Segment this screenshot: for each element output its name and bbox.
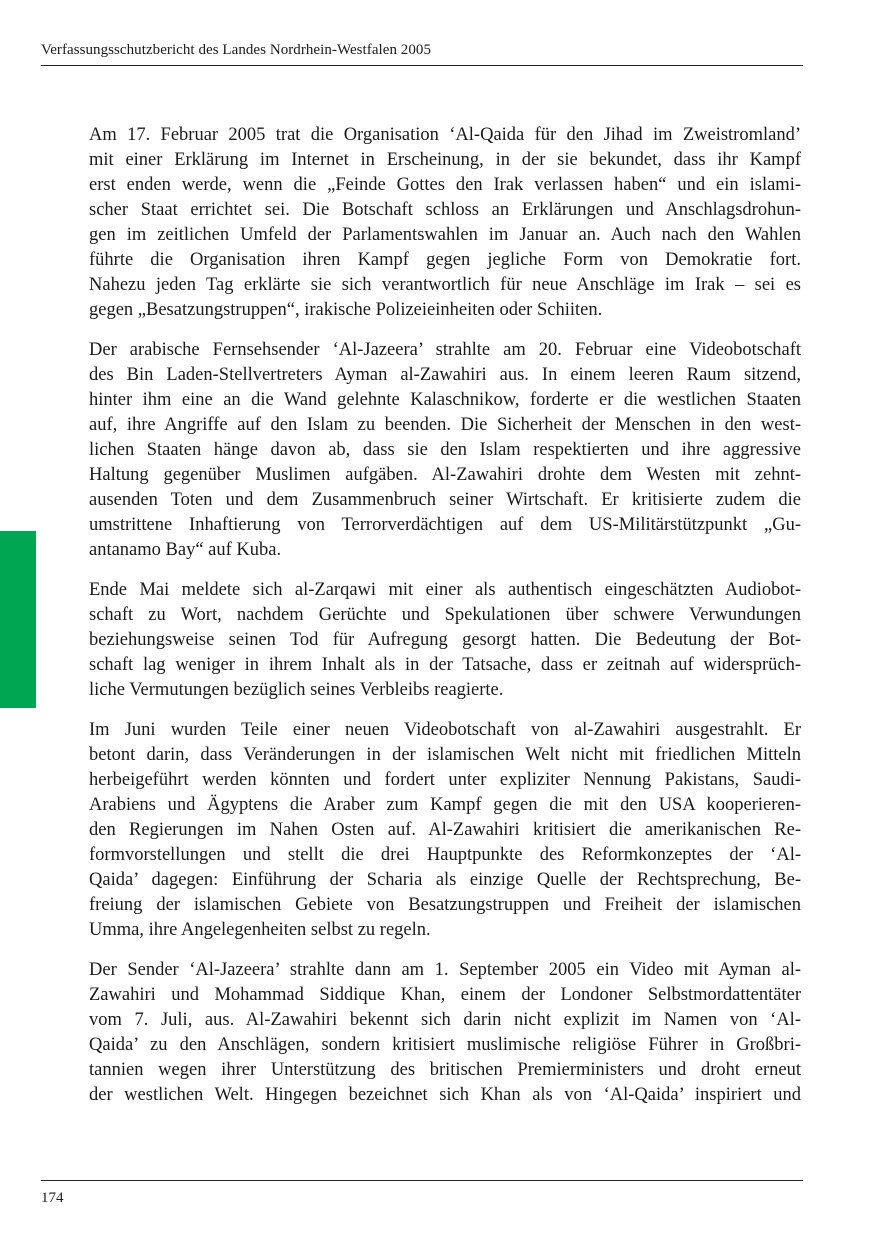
page-footer (41, 1180, 803, 1206)
text-line: erst enden werde, wenn die „Feinde Gottes den Irak verlassen haben“ und ein islami- (89, 175, 801, 195)
text-line: Zawahiri und Mohammad Siddique Khan, einem der Londoner Selbstmordattentäter (89, 985, 801, 1005)
text-line: formvorstellungen und stellt die drei Hauptpunkte des Reformkonzeptes der ‘Al- (89, 845, 801, 865)
text-line: führte die Organisation ihren Kampf gegen jegliche Form von Demokratie fort. (89, 250, 801, 270)
text-line: scher Staat errichtet sei. Die Botschaft schloss an Erklärungen und Anschlagsdrohun- (89, 200, 801, 220)
text-line: Umma, ihre Angelegenheiten selbst zu regeln. (89, 920, 431, 940)
text-line: beziehungsweise seinen Tod für Aufregung gesorgt hatten. Die Bedeutung der Bot- (89, 630, 801, 650)
page-header (41, 40, 803, 66)
text-line: ausenden Toten und dem Zusammenbruch seiner Wirtschaft. Er kritisierte zudem die (89, 490, 801, 510)
text-line: Haltung gegenüber Muslimen aufgäben. Al-Zawahiri drohte dem Westen mit zehnt- (89, 465, 801, 485)
text-line: der westlichen Welt. Hingegen bezeichnet sich Khan als von ‘Al-Qaida’ inspiriert und (89, 1085, 801, 1105)
text-line: hinter ihm eine an die Wand gelehnte Kalaschnikow, forderte er die westlichen Staaten (89, 390, 801, 410)
paragraph (89, 718, 801, 943)
text-line: Im Juni wurden Teile einer neuen Videobotschaft von al-Zawahiri ausgestrahlt. Er (89, 720, 801, 740)
paragraph (89, 958, 801, 1108)
text-line: des Bin Laden-Stellvertreters Ayman al-Zawahiri aus. In einem leeren Raum sitzend, (89, 365, 801, 385)
text-line: Qaida’ dagegen: Einführung der Scharia als einzige Quelle der Rechtsprechung, Be- (89, 870, 801, 890)
text-line: Arabiens und Ägyptens die Araber zum Kampf gegen die mit den USA kooperieren- (89, 795, 801, 815)
text-line: umstrittene Inhaftierung von Terrorverdächtigen auf dem US-Militärstützpunkt „Gu- (89, 515, 801, 535)
body-text (89, 123, 801, 1123)
text-line: Qaida’ zu den Anschlägen, sondern kritisiert muslimische religiöse Führer in Großbri- (89, 1035, 801, 1055)
text-line: Nahezu jeden Tag erklärte sie sich verantwortlich für neue Anschläge im Irak – sei es (89, 275, 801, 295)
text-line: herbeigeführt werden könnten und fordert unter expliziter Nennung Pakistans, Saudi- (89, 770, 801, 790)
text-line: lichen Staaten hänge davon ab, dass sie den Islam respektierten und ihre aggressive (89, 440, 801, 460)
text-line: Am 17. Februar 2005 trat die Organisation ‘Al-Qaida für den Jihad im Zweistromland’ (89, 125, 801, 145)
text-line: vom 7. Juli, aus. Al-Zawahiri bekennt sich darin nicht explizit im Namen von ‘Al- (89, 1010, 801, 1030)
text-line: tannien wegen ihrer Unterstützung des britischen Premierministers und droht erneut (89, 1060, 801, 1080)
page-number: 174 (41, 1190, 64, 1206)
paragraph (89, 123, 801, 323)
text-line: gegen „Besatzungstruppen“, irakische Polizeieinheiten oder Schiiten. (89, 300, 603, 320)
text-line: antanamo Bay“ auf Kuba. (89, 540, 282, 560)
text-line: schaft lag weniger in ihrem Inhalt als in der Tatsache, dass er zeitnah auf widersprüch- (89, 655, 801, 675)
chapter-side-tab (0, 531, 36, 708)
paragraph (89, 338, 801, 563)
text-line: liche Vermutungen bezüglich seines Verbleibs reagierte. (89, 680, 504, 700)
text-line: Der arabische Fernsehsender ‘Al-Jazeera’ strahlte am 20. Februar eine Videobotschaft (89, 340, 801, 360)
text-line: auf, ihre Angriffe auf den Islam zu beenden. Die Sicherheit der Menschen in den west- (89, 415, 801, 435)
text-line: Der Sender ‘Al-Jazeera’ strahlte dann am 1. September 2005 ein Video mit Ayman al- (89, 960, 801, 980)
text-line: Ende Mai meldete sich al-Zarqawi mit einer als authentisch eingeschätzten Audiobot- (89, 580, 801, 600)
text-line: schaft zu Wort, nachdem Gerüchte und Spekulationen über schwere Verwundungen (89, 605, 801, 625)
paragraph (89, 578, 801, 703)
text-line: betont darin, dass Veränderungen in der islamischen Welt nicht mit friedlichen Mitteln (89, 745, 801, 765)
text-line: mit einer Erklärung im Internet in Erscheinung, in der sie bekundet, dass ihr Kampf (89, 150, 801, 170)
text-line: den Regierungen im Nahen Osten auf. Al-Zawahiri kritisiert die amerikanischen Re- (89, 820, 801, 840)
header-title: Verfassungsschutzbericht des Landes Nordrhein-Westfalen 2005 (41, 42, 432, 58)
text-line: freiung der islamischen Gebiete von Besatzungstruppen und Freiheit der islamischen (89, 895, 801, 915)
text-line: gen im zeitlichen Umfeld der Parlamentswahlen im Januar an. Auch nach den Wahlen (89, 225, 801, 245)
